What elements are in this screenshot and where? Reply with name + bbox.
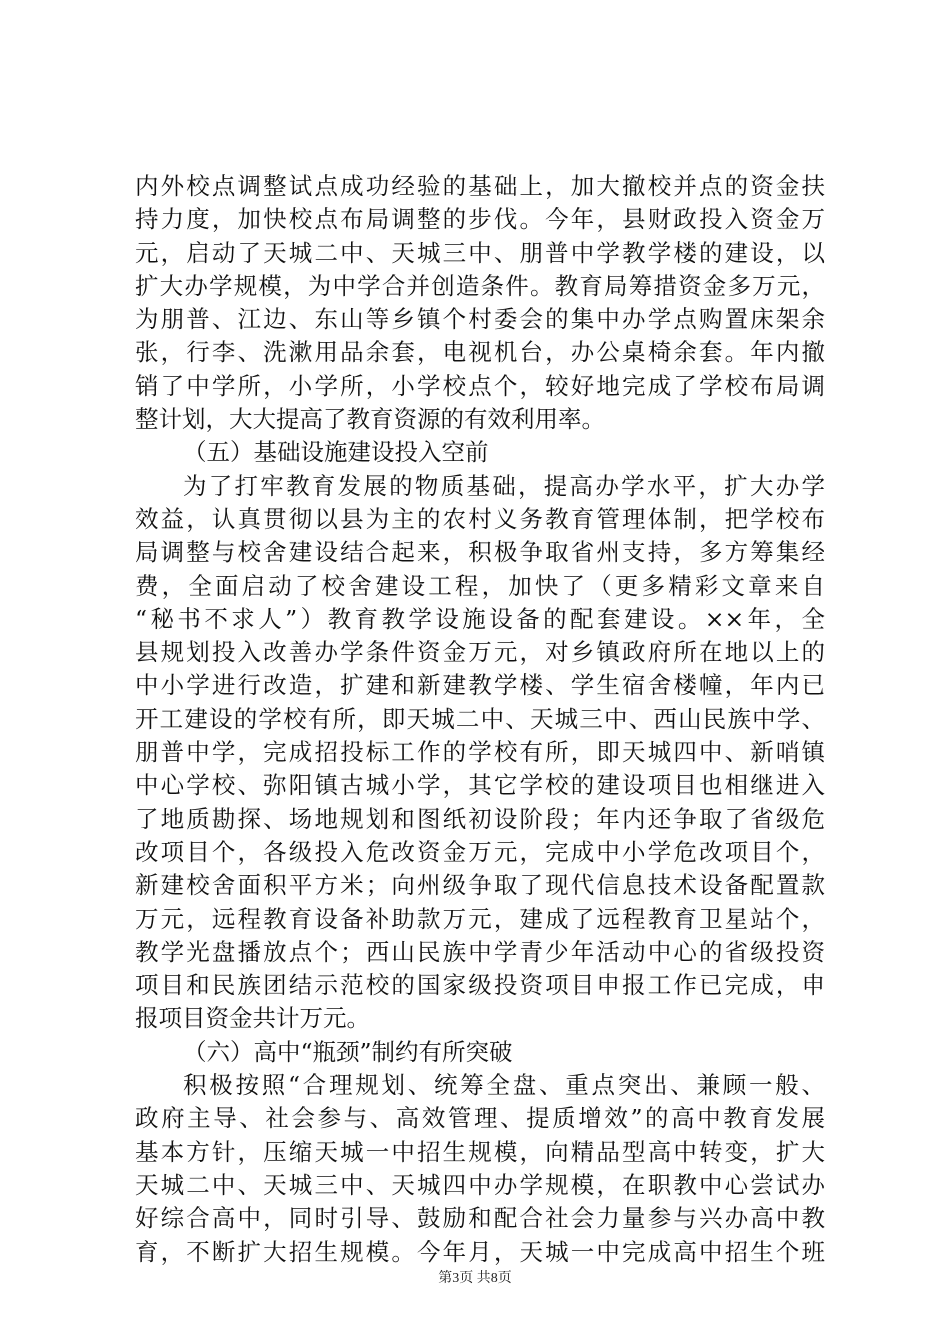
text-line: 万元，远程教育设备补助款万元，建成了远程教育卫星站个， bbox=[135, 904, 825, 933]
text-line: 新建校舍面积平方米；向州级争取了现代信息技术设备配置款 bbox=[135, 871, 825, 900]
text-line: 局调整与校舍建设结合起来，积极争取省州支持，多方筹集经 bbox=[135, 538, 825, 567]
document-body bbox=[135, 170, 825, 1269]
page-footer bbox=[0, 1267, 950, 1287]
text-line: 中小学进行改造，扩建和新建教学楼、学生宿舍楼幢，年内已 bbox=[135, 671, 825, 700]
text-line: 改项目个，各级投入危改资金万元，完成中小学危改项目个， bbox=[135, 837, 825, 866]
page-number: 第3页 共8页 bbox=[438, 1271, 512, 1286]
text-line: 政府主导、社会参与、高效管理、提质增效”的高中教育发展 bbox=[135, 1104, 825, 1133]
text-line: 中心学校、弥阳镇古城小学，其它学校的建设项目也相继进入 bbox=[135, 771, 825, 800]
text-line: “秘书不求人”）教育教学设施设备的配套建设。××年，全 bbox=[135, 604, 825, 633]
text-line: 内外校点调整试点成功经验的基础上，加大撤校并点的资金扶 bbox=[135, 172, 825, 200]
text-line: 天城二中、天城三中、天城四中办学规模，在职教中心尝试办 bbox=[135, 1170, 825, 1199]
text-line: 项目和民族团结示范校的国家级投资项目申报工作已完成，申 bbox=[135, 971, 825, 1000]
text-line: 开工建设的学校有所，即天城二中、天城三中、西山民族中学、 bbox=[135, 704, 825, 733]
text-line: 效益，认真贯彻以县为主的农村义务教育管理体制，把学校布 bbox=[135, 504, 825, 533]
text-line: 育，不断扩大招生规模。今年月，天城一中完成高中招生个班 bbox=[135, 1237, 825, 1266]
text-line: 持力度，加快校点布局调整的步伐。今年，县财政投入资金万 bbox=[135, 205, 825, 234]
text-line: 好综合高中，同时引导、鼓励和配合社会力量参与兴办高中教 bbox=[135, 1204, 825, 1233]
text-line: 扩大办学规模，为中学合并创造条件。教育局筹措资金多万元， bbox=[135, 271, 825, 300]
text-line: 基本方针，压缩天城一中招生规模，向精品型高中转变，扩大 bbox=[135, 1137, 825, 1166]
text-line: 县规划投入改善办学条件资金万元，对乡镇政府所在地以上的 bbox=[135, 638, 825, 667]
section-heading: （六）高中“瓶颈”制约有所突破 bbox=[183, 1037, 513, 1066]
text-line: 张，行李、洗漱用品余套，电视机台，办公桌椅余套。年内撤 bbox=[135, 338, 825, 367]
text-line: 朋普中学，完成招投标工作的学校有所，即天城四中、新哨镇 bbox=[135, 738, 825, 767]
text-line: 报项目资金共计万元。 bbox=[135, 1004, 370, 1033]
text-line: 教学光盘播放点个；西山民族中学青少年活动中心的省级投资 bbox=[135, 937, 825, 966]
text-line: 费，全面启动了校舍建设工程，加快了（更多精彩文章来自 bbox=[135, 571, 825, 600]
text-line: 了地质勘探、场地规划和图纸初设阶段；年内还争取了省级危 bbox=[135, 804, 825, 833]
text-line: 元，启动了天城二中、天城三中、朋普中学教学楼的建设，以 bbox=[135, 238, 825, 267]
section-heading: （五）基础设施建设投入空前 bbox=[183, 438, 489, 467]
text-line: 为朋普、江边、东山等乡镇个村委会的集中办学点购置床架余 bbox=[135, 305, 825, 334]
text-line: 销了中学所，小学所，小学校点个，较好地完成了学校布局调 bbox=[135, 371, 825, 400]
text-line: 积极按照“合理规划、统筹全盘、重点突出、兼顾一般、 bbox=[183, 1071, 825, 1100]
text-line: 为了打牢教育发展的物质基础，提高办学水平，扩大办学 bbox=[183, 471, 825, 500]
text-line: 整计划，大大提高了教育资源的有效利用率。 bbox=[135, 405, 605, 434]
